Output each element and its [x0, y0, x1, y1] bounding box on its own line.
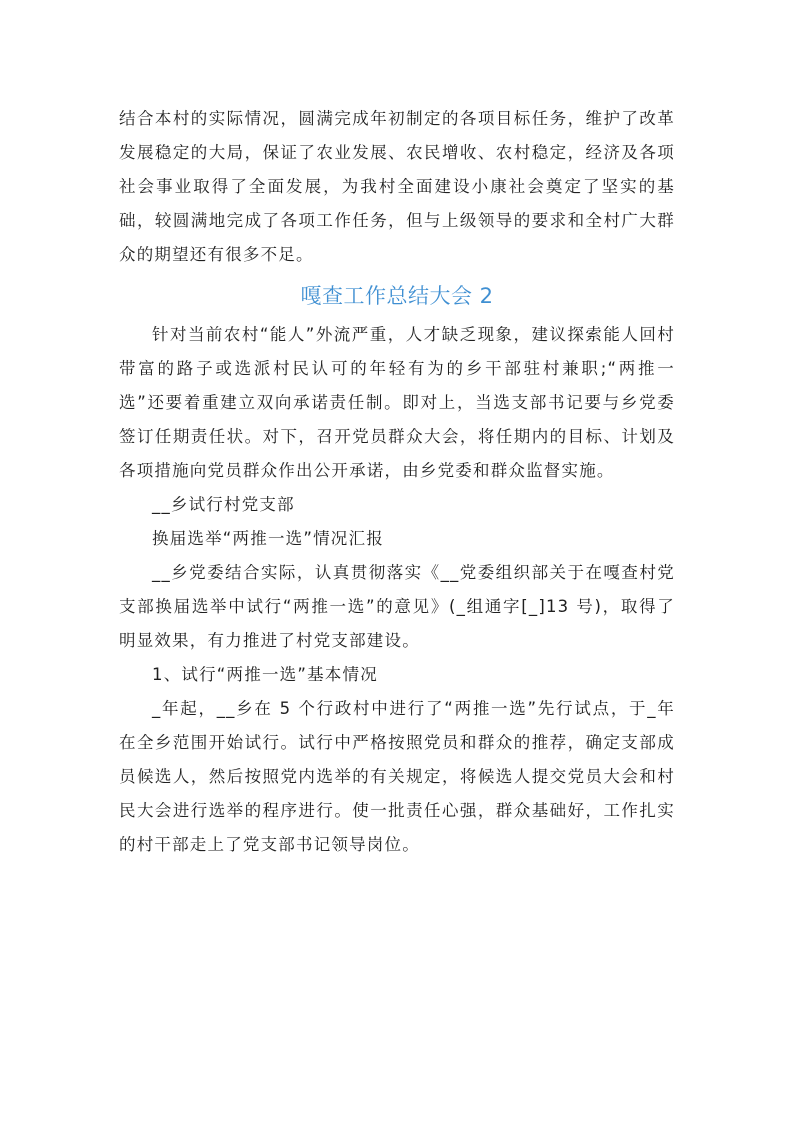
document-body: [119, 102, 675, 862]
section-title: 嘎查工作总结大会 2: [300, 284, 494, 308]
body-paragraph-5: 1、试行“两推一选”基本情况: [152, 665, 378, 684]
body-paragraph-2: __乡试行村党支部: [152, 495, 295, 514]
body-paragraph-1: 针对当前农村“能人”外流严重，人才缺乏现象，建议探索能人回村带富的路子或选派村民认可的年轻有为的乡干部驻村兼职;“两推一选”还要着重建立双向承诺责任制。即对上，当选支部书记要与乡党委签订任期责任状。对下，召开党员群众大会，将任期内的目标、计划及各项措施向党员群众作出公开承诺，由乡党委和群众监督实施。: [119, 325, 675, 480]
body-paragraph-3: 换届选举“两推一选”情况汇报: [152, 529, 384, 548]
opening-paragraph: 结合本村的实际情况，圆满完成年初制定的各项目标任务，维护了改革发展稳定的大局，保证了农业发展、农民增收、农村稳定，经济及各项社会事业取得了全面发展，为我村全面建设小康社会奠定了坚实的基础，较圆满地完成了各项工作任务，但与上级领导的要求和全村广大群众的期望还有很多不足。: [119, 109, 675, 264]
body-paragraph-4: __乡党委结合实际，认真贯彻落实《__党委组织部关于在嘎查村党支部换届选举中试行“两推一选”的意见》(_组通字[_]13 号)，取得了明显效果，有力推进了村党支部建设。: [119, 563, 675, 650]
body-paragraph-6: _年起，__乡在 5 个行政村中进行了“两推一选”先行试点，于_年在全乡范围开始试行。试行中严格按照党员和群众的推荐，确定支部成员候选人，然后按照党内选举的有关规定，将候选人提交党员大会和村民大会进行选举的程序进行。使一批责任心强，群众基础好，工作扎实的村干部走上了党支部书记领导岗位。: [119, 699, 675, 854]
